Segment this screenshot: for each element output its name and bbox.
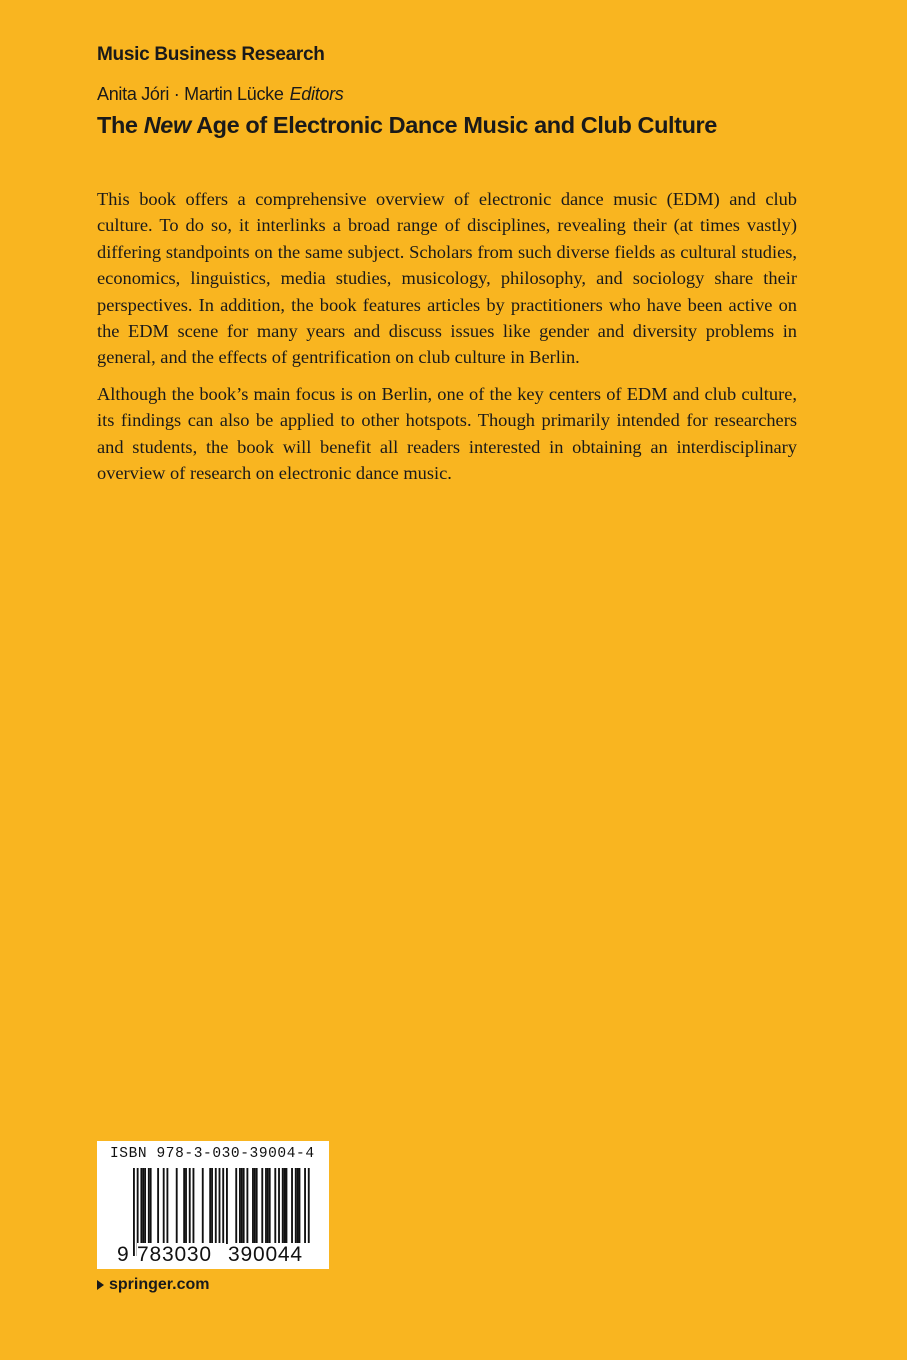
- barcode-bar: [183, 1168, 185, 1244]
- barcode-bar: [269, 1168, 271, 1244]
- book-title-suffix: Age of Electronic Dance Music and Club Culture: [190, 112, 717, 138]
- barcode-bar: [150, 1168, 152, 1244]
- publisher-url: springer.com: [109, 1276, 210, 1293]
- barcode-bar: [252, 1168, 254, 1244]
- book-title: [97, 112, 717, 139]
- barcode-bar: [211, 1168, 213, 1244]
- barcode-bar: [246, 1168, 248, 1244]
- barcode-bar: [215, 1168, 217, 1244]
- barcode-bar: [235, 1168, 237, 1244]
- barcode-bar: [193, 1168, 195, 1244]
- ean-left-digits: 783030: [137, 1243, 225, 1267]
- editors-names: Anita Jóri · Martin Lücke: [97, 84, 284, 104]
- barcode-bar: [202, 1168, 204, 1244]
- blurb-paragraph-1: This book offers a comprehensive overview of electronic dance music (EDM) and club culture. To do so, it interlinks a broad range of disciplines, revealing their (at times vastly) differing standpoints on the same subject. Scholars from such diverse fields as cultural studies, economics, linguistics, media studies, musicology, philosophy, and sociology share their perspectives. In addition, the book features articles by practitioners who have been active on the EDM scene for many years and discuss issues like gender and diversity problems in general, and the effects of gentrification on club culture in Berlin.: [97, 189, 797, 368]
- barcode-bar: [142, 1168, 144, 1244]
- blurb: [97, 186, 797, 496]
- ean-first-digit: 9: [117, 1243, 129, 1266]
- barcode-bar: [226, 1168, 228, 1244]
- barcode-bar: [299, 1168, 301, 1244]
- book-title-prefix: The: [97, 112, 144, 138]
- barcode-bar: [239, 1168, 241, 1244]
- barcode-bar: [209, 1168, 211, 1244]
- publisher-link[interactable]: [97, 1276, 209, 1294]
- blurb-paragraph-2: Although the book’s main focus is on Berlin, one of the key centers of EDM and club culture, its findings can also be applied to other hotspots. Though primarily intended for researchers and students, the book will benefit all readers interested in obtaining an interdisciplinary overview of research on electronic dance music.: [97, 383, 797, 484]
- book-title-emphasis: New: [143, 112, 191, 138]
- barcode-bar: [166, 1168, 168, 1244]
- editors-line: [97, 84, 344, 105]
- arrow-right-icon: [97, 1280, 104, 1290]
- barcode: [97, 1141, 329, 1269]
- barcode-bar: [295, 1168, 297, 1244]
- editors-role: Editors: [289, 84, 344, 104]
- barcode-bar: [274, 1168, 276, 1244]
- barcode-bar: [291, 1168, 293, 1244]
- barcode-bar: [282, 1168, 284, 1244]
- barcode-bar: [148, 1168, 150, 1244]
- barcode-bar: [261, 1168, 263, 1244]
- barcode-bar: [133, 1168, 135, 1256]
- barcode-bar: [254, 1168, 256, 1244]
- barcode-bar: [144, 1168, 146, 1244]
- barcode-bar: [286, 1168, 288, 1244]
- series-name: Music Business Research: [97, 44, 325, 65]
- barcode-bar: [163, 1168, 165, 1244]
- barcode-bar: [241, 1168, 243, 1244]
- barcode-bar: [278, 1168, 280, 1244]
- barcode-bar: [284, 1168, 286, 1244]
- ean-right-digits: 390044: [228, 1243, 316, 1267]
- barcode-bar: [176, 1168, 178, 1244]
- barcode-bar: [243, 1168, 245, 1244]
- barcode-bar: [157, 1168, 159, 1244]
- barcode-bar: [297, 1168, 299, 1244]
- isbn-label: ISBN 978-3-030-39004-4: [110, 1146, 315, 1162]
- barcode-bar: [265, 1168, 267, 1244]
- barcode-bar: [185, 1168, 187, 1244]
- barcode-bar: [140, 1168, 142, 1244]
- barcode-bar: [189, 1168, 191, 1244]
- barcode-bar: [267, 1168, 269, 1244]
- barcode-bar: [256, 1168, 258, 1244]
